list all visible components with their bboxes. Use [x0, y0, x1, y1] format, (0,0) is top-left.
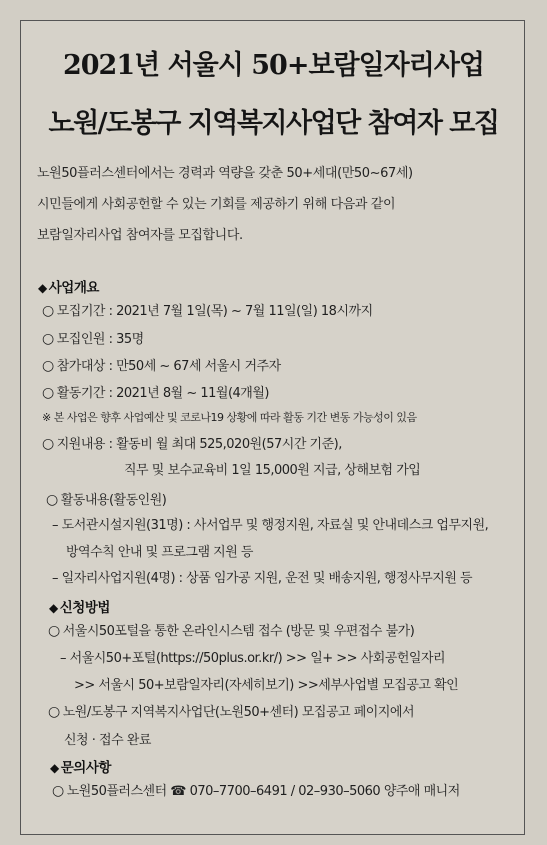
circle-bullet-icon: ○: [46, 492, 58, 508]
overview-item-duration: [42, 382, 269, 401]
overview-item-count: [42, 328, 144, 347]
diamond-bullet-icon: ◆: [38, 281, 47, 295]
apply-online-text: 서울시50포털을 통한 온라인시스템 접수 (방문 및 우편접수 불가): [62, 624, 415, 639]
intro-line: 노원50플러스센터에서는 경력과 역량을 갖춘 50+세대(만50~67세): [37, 166, 413, 181]
diamond-bullet-icon: ◆: [49, 601, 58, 615]
circle-bullet-icon: ○: [42, 303, 54, 319]
overview-item-target: [42, 355, 281, 374]
section-contact-heading: [50, 756, 111, 776]
intro-line: 시민들에게 사회공헌할 수 있는 기회를 제공하기 위해 다음과 같이: [37, 197, 396, 212]
apply-online: [48, 620, 414, 639]
intro-paragraph: [37, 158, 507, 251]
circle-bullet-icon: ○: [48, 704, 60, 720]
apply-center-text: 노원/도봉구 지역복지사업단(노원50+센터) 모집공고 페이지에서: [62, 705, 415, 720]
title-line-2: 노원/도봉구 지역복지사업단 참여자 모집: [48, 108, 499, 139]
apply-portal-path: – 서울시50+포털(https://50plus.or.kr/) >> 일+ >> 사회공헌일자리: [60, 651, 446, 666]
circle-bullet-icon: ○: [42, 358, 54, 374]
contact-text: 노원50플러스센터 ☎ 070–7700–6491 / 02–930–5060 양주애 매니저: [66, 784, 460, 799]
circle-bullet-icon: ○: [42, 385, 54, 401]
apply-center-page: [48, 701, 414, 720]
apply-complete: 신청 · 접수 완료: [64, 733, 151, 748]
section-overview-label: 사업개요: [48, 280, 99, 296]
diamond-bullet-icon: ◆: [50, 761, 59, 775]
title-line-1: 2021년 서울시 50+보람일자리사업: [62, 50, 485, 81]
overview-item-period: [42, 300, 373, 319]
overview-activity-heading: [46, 489, 166, 508]
circle-bullet-icon: ○: [42, 331, 54, 347]
section-contact-label: 문의사항: [60, 760, 111, 776]
apply-portal-path-cont: >> 서울시 50+보람일자리(자세히보기) >>세부사업별 모집공고 확인: [74, 678, 459, 693]
overview-support: [42, 433, 342, 452]
circle-bullet-icon: ○: [48, 623, 60, 639]
overview-item-text: 모집인원 : 35명: [56, 332, 144, 347]
overview-item-text: 활동기간 : 2021년 8월 ~ 11월(4개월): [56, 386, 269, 401]
overview-support-text: 지원내용 : 활동비 월 최대 525,020원(57시간 기준),: [56, 437, 342, 452]
section-overview-heading: [38, 276, 99, 296]
overview-support-cont: 직무 및 보수교육비 1일 15,000원 지급, 상해보험 가입: [124, 463, 421, 478]
overview-note: ※ 본 사업은 향후 사업예산 및 코로나19 상황에 따라 활동 기간 변동 가능성이 있음: [42, 411, 417, 424]
contact-info: [52, 780, 460, 799]
overview-activity-text: 활동내용(활동인원): [60, 493, 167, 508]
overview-activity-jobs: – 일자리사업지원(4명) : 상품 임가공 지원, 운전 및 배송지원, 행정사무지원 등: [52, 571, 473, 586]
section-apply-label: 신청방법: [59, 600, 110, 616]
overview-activity-library: – 도서관시설지원(31명) : 사서업무 및 행정지원, 자료실 및 안내데스크 업무지원,: [52, 518, 489, 533]
section-apply-heading: [49, 596, 110, 616]
overview-activity-library-cont: 방역수칙 안내 및 프로그램 지원 등: [66, 545, 253, 560]
overview-item-text: 참가대상 : 만50세 ~ 67세 서울시 거주자: [56, 359, 281, 374]
circle-bullet-icon: ○: [42, 436, 54, 452]
overview-item-text: 모집기간 : 2021년 7월 1일(목) ~ 7월 11일(일) 18시까지: [56, 304, 373, 319]
intro-line: 보람일자리사업 참여자를 모집합니다.: [37, 228, 243, 243]
circle-bullet-icon: ○: [52, 783, 64, 799]
